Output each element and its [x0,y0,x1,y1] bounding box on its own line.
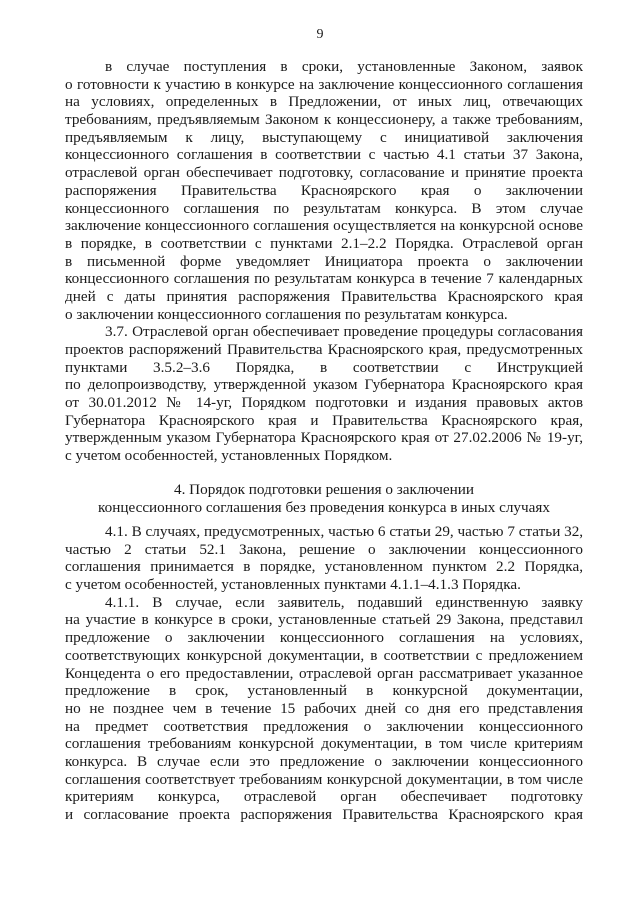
paragraph-line: на условиях, определенных в Предложении, от иных лиц, отвечающих [65,93,583,111]
paragraph-line: Губернатора Красноярского края и Правительства Красноярского края, [65,411,583,429]
paragraph-line: на предмет соответствия предложения о заключении концессионного [65,717,583,735]
page-number: 9 [316,27,324,42]
paragraph-line: предложение о заключении концессионного соглашения на условиях, [65,629,583,647]
paragraph-line: о заключении концессионного соглашения по результатам конкурса. [65,305,508,323]
paragraph-line: требованиям, предъявляемым Законом к концессионеру, а также требованиям, [65,111,583,129]
paragraph-line: заключение концессионного соглашения осуществляется на конкурсной основе [65,217,583,235]
paragraph-line: частью 2 статьи 52.1 Закона, решение о заключении концессионного [65,540,583,558]
paragraph-line: соответствующих конкурсной документации, в соответствии с предложением [65,646,583,664]
paragraph-line: с учетом особенностей, установленных пунктами 4.1.1–4.1.3 Порядка. [65,576,521,594]
paragraph-line: и согласование проекта распоряжения Правительства Красноярского края [65,806,583,823]
paragraph-line: конкурса. В случае если это предложение о заключении концессионного [65,752,583,770]
paragraph-line: предъявляемым к лицу, выступающему с инициативой заключения [65,128,583,146]
paragraph-line: концессионного соглашения в соответствии с частью 4.1 статьи 37 Закона, [65,146,583,164]
paragraph-line: концессионного соглашения по результатам конкурса. В этом случае [65,199,583,217]
paragraph-line: в порядке, в соответствии с пунктами 2.1–2.2 Порядка. Отраслевой орган [65,234,583,252]
paragraph-line: на участие в конкурсе в сроки, установленные статьей 29 Закона, представил [65,611,583,629]
paragraph-line: критериям конкурса, отраслевой орган обеспечивает подготовку [65,788,583,806]
paragraph-line: в письменной форме уведомляет Инициатора проекта о заключении [65,252,583,270]
heading-line: концессионного соглашения без проведения конкурса в иных случаях [98,498,550,516]
paragraph-line: утвержденным указом Губернатора Красноярского края от 27.02.2006 № 19-уг, [65,429,583,447]
paragraph-line: 4.1.1. В случае, если заявитель, подавший единственную заявку [105,593,583,611]
section-heading [65,481,583,516]
paragraph-line: 3.7. Отраслевой орган обеспечивает проведение процедуры согласования [105,323,583,341]
paragraph-line: дней с даты принятия распоряжения Правительства Красноярского края [65,287,583,305]
paragraph-line: распоряжения Правительства Красноярского края о заключении [65,181,583,199]
paragraph-line: соглашения принимается в порядке, установленном пунктом 2.2 Порядка, [65,558,583,576]
body-text-block-2 [65,523,583,824]
heading-line: 4. Порядок подготовки решения о заключении [173,481,474,498]
body-text-block-1 [65,58,583,465]
paragraph-line: но не позднее чем в течение 15 рабочих дней со дня его представления [65,699,583,717]
paragraph-line: соглашения требованиям конкурсной документации, в том числе критериям [65,735,583,753]
paragraph-line: 4.1. В случаях, предусмотренных, частью 6 статьи 29, частью 7 статьи 32, [105,523,583,540]
paragraph-line: соглашения соответствует требованиям конкурсной документации, в том числе [65,770,583,788]
paragraph-line: с учетом особенностей, установленных Порядком. [65,447,393,465]
paragraph-line: в случае поступления в сроки, установленные Законом, заявок [105,58,583,75]
paragraph-line: по делопроизводству, утвержденной указом Губернатора Красноярского края [65,376,583,394]
paragraph-line: проектов распоряжений Правительства Красноярского края, предусмотренных [65,341,583,358]
paragraph-line: пунктами 3.5.2–3.6 Порядка, в соответствии с Инструкцией [65,358,583,376]
paragraph-line: Концедента о его предоставлении, отраслевой орган рассматривает указанное [65,664,583,682]
paragraph-line: концессионного соглашения по результатам конкурса в течение 7 календарных [65,270,583,288]
paragraph-line: отраслевой орган обеспечивает подготовку, согласование и принятие проекта [65,164,583,182]
paragraph-line: от 30.01.2012 № 14-уг, Порядком подготовки и издания правовых актов [65,394,583,412]
paragraph-line: предложение в срок, установленный в конкурсной документации, [65,682,583,700]
paragraph-line: о готовности к участию в конкурсе на заключение концессионного соглашения [65,75,583,93]
